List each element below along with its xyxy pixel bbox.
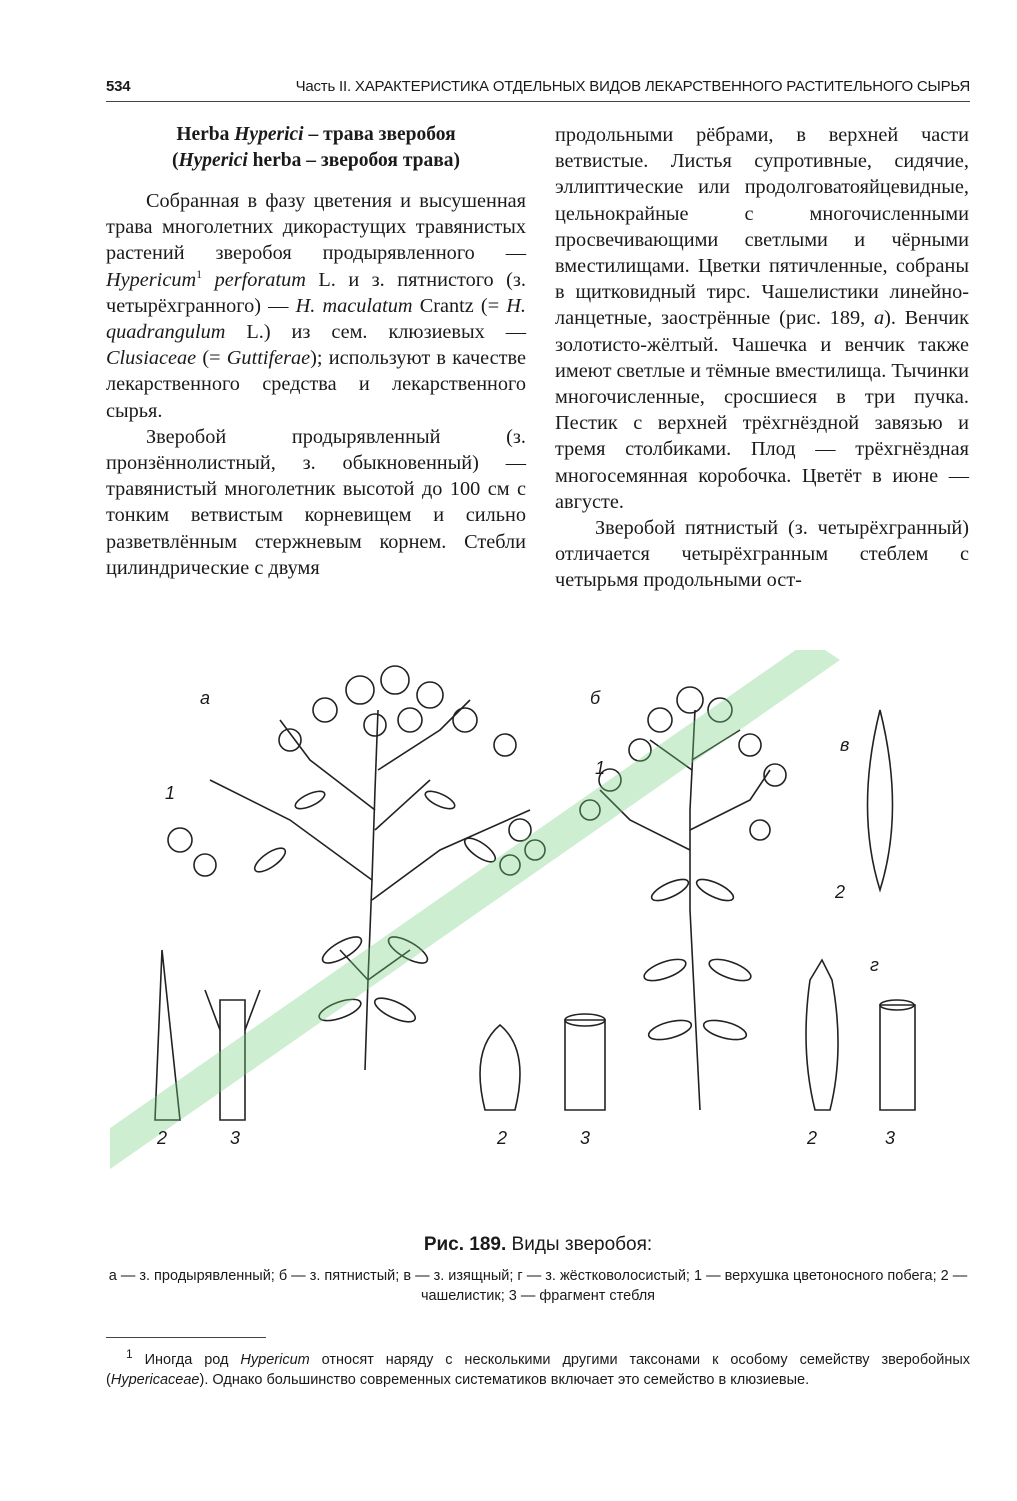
title-italic: Hyperici xyxy=(178,150,248,171)
figure-189 xyxy=(110,650,975,1220)
label-2-b: 2 xyxy=(497,1128,508,1148)
footnote-rule xyxy=(106,1337,266,1338)
paragraph-3: продольными рёбрами, в верхней части ветвистые. Листья супротивные, сидячие, эллиптические или продолговатояйцевидные, цельнокрайные с многочисленными просвечивающими светлыми и чёрными вместилищами. Цветки пятичленные, собраны в щитковидный тирс. Чашелистики линейно-ланцетные, заострённые (рис. 189, а). Венчик золотисто-жёлтый. Чашечка и венчик также имеют светлые и тёмные вместилища. Тычинки многочисленные, сросшиеся в три пучка. Пестик с верхней трёхгнёздной завязью и тремя столбиками. Плод — трёхгнёздная многосемянная коробочка. Цветёт в июне — августе. xyxy=(555,124,969,513)
label-g: г xyxy=(870,955,879,975)
left-column xyxy=(106,122,526,581)
paragraph-1: Собранная в фазу цветения и высушенная трава многолетних дикорастущих травянистых растений зверобоя продырявленного — Hypericum$^1$ perforatum L. и з. пятнистого (з. четырёхгранного) — H. maculatum Crantz (= H. quadrangulum L.) из сем. клюзиевых — Clusiaceae (= Guttiferae); используют в качестве лекарственного средства и лекарственного сырья. xyxy=(106,190,526,422)
label-3-a: 3 xyxy=(230,1128,241,1148)
article-title xyxy=(106,122,526,174)
right-column xyxy=(555,122,969,594)
title-text: Herba xyxy=(176,124,235,145)
caption-title-text: Виды зверобоя: xyxy=(506,1234,653,1255)
plant-a-stem xyxy=(365,710,378,1070)
footnote-number: 1 xyxy=(126,1347,133,1362)
label-2-g: 2 xyxy=(807,1128,818,1148)
label-a: а xyxy=(200,688,211,708)
label-2-v: 2 xyxy=(835,882,846,902)
sepal-g xyxy=(806,960,838,1110)
caption-number: Рис. 189. xyxy=(423,1234,507,1255)
stem-fragment-g xyxy=(880,1005,915,1110)
paragraph-2: Зверобой продырявленный (з. пронзённолистный, з. обыкновенный) — травянистый многолетник высотой до 100 см с тонким ветвистым корневищем и сильно разветвлённым стержневым корнем. Стебли цилиндрические с двумя xyxy=(106,425,526,579)
page-header xyxy=(106,74,970,100)
label-1-b: 1 xyxy=(595,758,606,778)
footnote-ref: 1 xyxy=(196,266,203,281)
header-rule xyxy=(106,101,970,102)
figure-caption-title xyxy=(106,1234,970,1256)
running-title: Часть II. ХАРАКТЕРИСТИКА ОТДЕЛЬНЫХ ВИДОВ ЛЕКАРСТВЕННОГО РАСТИТЕЛЬНОГО СЫРЬЯ xyxy=(295,78,970,95)
title-text: ( xyxy=(171,150,179,171)
label-b: б xyxy=(590,688,601,708)
footnote: $^1$ Иногда род Hypericum относят наряду с несколькими другими таксонами к особому семейству зверобойных (Hypericaceae). Однако большинство современных систематиков включает это семейство в клюзиевые. xyxy=(106,1347,971,1388)
title-italic: Hyperici xyxy=(234,124,304,145)
stem-fragment-b xyxy=(565,1020,605,1110)
paragraph-4: Зверобой пятнистый (з. четырёхгранный) отличается четырёхгранным стеблем с четырьмя продольными ост- xyxy=(555,517,969,592)
label-3-b: 3 xyxy=(580,1128,591,1148)
sepal-v xyxy=(868,710,893,890)
title-text: herba – зверобоя трава) xyxy=(247,150,461,171)
label-v: в xyxy=(840,735,850,755)
title-text: – трава зверобоя xyxy=(303,124,456,145)
label-3-g: 3 xyxy=(885,1128,896,1148)
sepal-b xyxy=(480,1025,520,1110)
figure-caption-body: а — з. продырявленный; б — з. пятнистый; в — з. изящный; г — з. жёстковолосистый; 1 — верхушка цветоносного побега; 2 — чашелистик; 3 — фрагмент стебля xyxy=(108,1268,968,1304)
label-2-a: 2 xyxy=(157,1128,168,1148)
label-1-a: 1 xyxy=(165,783,176,803)
page-number: 534 xyxy=(106,78,131,95)
